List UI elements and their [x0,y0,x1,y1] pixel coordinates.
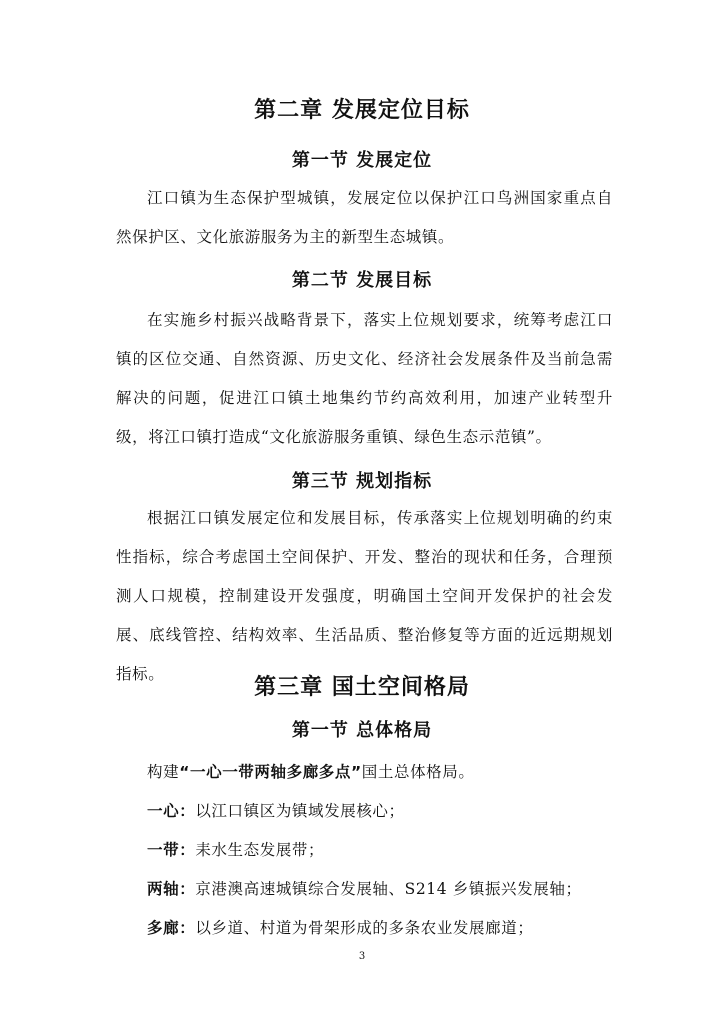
pattern-intro-prefix: 构建 [147,763,180,781]
pattern-item [147,916,617,938]
section-2-1-paragraph: 江口镇为生态保护型城镇，发展定位以保护江口鸟洲国家重点自然保护区、文化旅游服务为主的新型生态城镇。 [116,189,613,246]
pattern-item [147,799,617,821]
pattern-item-text: 耒水生态发展带； [195,841,325,859]
pattern-intro-suffix: 国土总体格局。 [361,763,475,781]
pattern-item [147,838,617,860]
section-2-2-paragraph: 在实施乡村振兴战略背景下，落实上位规划要求，统筹考虑江口镇的区位交通、自然资源、历史文化、经济社会发展条件及当前急需解决的问题，促进江口镇土地集约节约高效利用，加速产业转型升级，将江口镇打造成“文化旅游服务重镇、绿色生态示范镇”。 [116,311,613,446]
pattern-item-text: 京港澳高速城镇综合发展轴、S214 乡镇振兴发展轴； [195,880,582,898]
pattern-item-term: 一心： [147,802,196,820]
section-2-1-title: 第一节 发展定位 [291,150,433,171]
section-3-1-title: 第一节 总体格局 [291,720,433,741]
section-2-3-paragraph: 根据江口镇发展定位和发展目标，传承落实上位规划明确的约束性指标，综合考虑国土空间保护、开发、整治的现状和任务，合理预测人口规模，控制建设开发强度，明确国土空间开发保护的社会发展、底线管控、结构效率、生活品质、整治修复等方面的近远期规划指标。 [116,509,613,683]
page-number: 3 [358,951,366,962]
pattern-item-term: 一带： [147,841,196,859]
section-2-2-title: 第二节 发展目标 [291,270,433,291]
pattern-intro [147,760,617,782]
pattern-item-text: 以乡道、村道为骨架形成的多条农业发展廊道； [195,919,534,937]
pattern-item [147,877,617,899]
pattern-item-term: 两轴： [147,880,196,898]
pattern-intro-bold: “一心一带两轴多廊多点” [179,763,362,781]
chapter-2-title: 第二章 发展定位目标 [254,98,470,123]
pattern-item-term: 多廊： [147,919,196,937]
pattern-item-text: 以江口镇区为镇域发展核心； [195,802,405,820]
chapter-3-title: 第三章 国土空间格局 [254,675,470,700]
section-2-3-title: 第三节 规划指标 [291,471,433,492]
